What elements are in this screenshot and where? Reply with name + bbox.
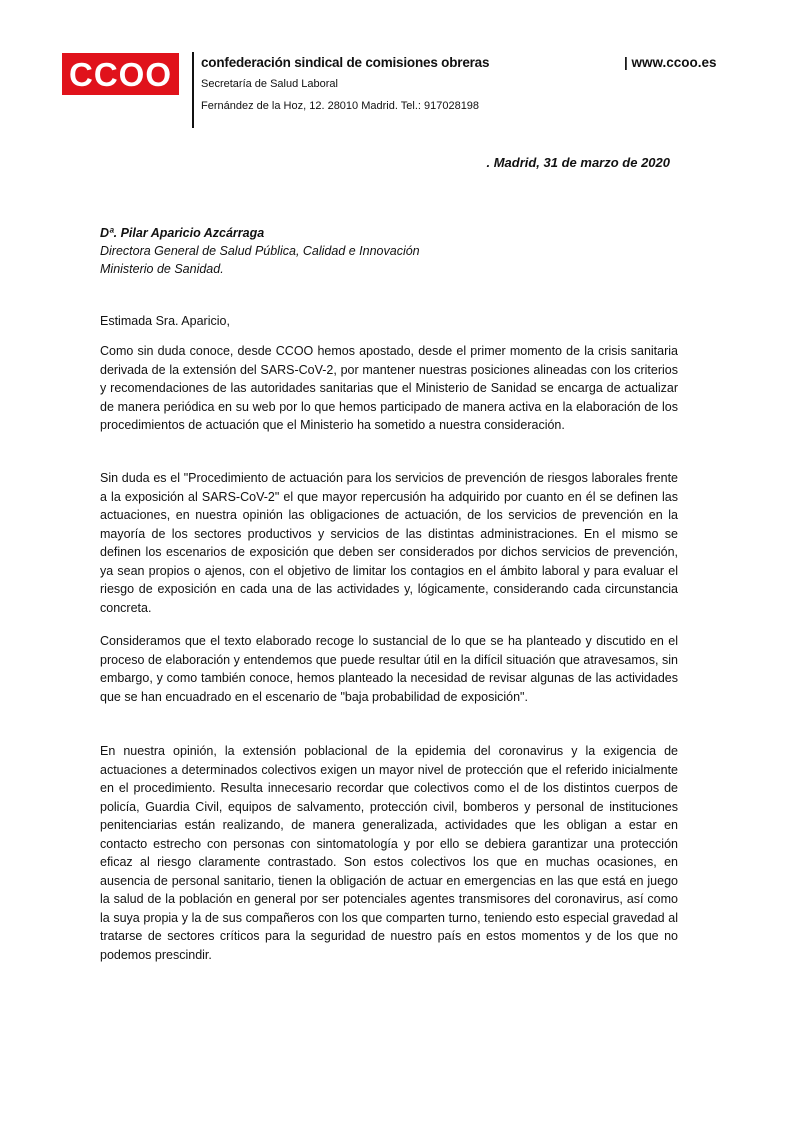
organization-name: confederación sindical de comisiones obreras	[201, 55, 490, 70]
recipient-title: Directora General de Salud Pública, Calidad e Innovación	[100, 244, 420, 258]
recipient-organization: Ministerio de Sanidad.	[100, 262, 224, 276]
department-name: Secretaría de Salud Laboral	[201, 78, 338, 90]
paragraph-text: Como sin duda conoce, desde CCOO hemos apostado, desde el primer momento de la crisis sanitaria derivada de la extensión del SARS-CoV-2, por mantener nuestras posiciones alineadas con los criterios y recomendaciones de las autoridades sanitarias que el Ministerio de Sanidad se encarga de actualizar de manera periódica en su web por lo que hemos participado de manera activa en la elaboración de los procedimientos de actuación que el Ministerio ha sometido a nuestra consideración.	[100, 344, 678, 432]
paragraph-text: Sin duda es el "Procedimiento de actuación para los servicios de prevención de riesgos laborales frente a la exposición al SARS-CoV-2" el que mayor repercusión ha adquirido por cuanto en él se definen las actuaciones, en nuestra opinión las obligaciones de actuación, de los servicios de prevención en la mayoría de los sectores productivos y servicios de las distintas administraciones. En el mismo se definen los escenarios de exposición que deben ser considerados por dichos servicios de prevención, ya sean propios o ajenos, con el objetivo de limitar los contagios en el ámbito laboral y para evaluar el riesgo de exposición en cada una de las actividades y, lógicamente, considerando cada circunstancia concreta.	[100, 471, 678, 615]
paragraph-text: Consideramos que el texto elaborado recoge lo sustancial de lo que se ha planteado y discutido en el proceso de elaboración y entendemos que puede resultar útil en la difícil situación que atravesamos, sin embargo, y como también conoce, hemos planteado la necesidad de revisar algunas de las actividades que se han encuadrado en el escenario de "baja probabilidad de exposición".	[100, 634, 678, 704]
organization-block	[201, 55, 489, 112]
header-divider	[192, 52, 194, 128]
website-link[interactable]: | www.ccoo.es	[624, 55, 717, 70]
organization-address: Fernández de la Hoz, 12. 28010 Madrid. Tel.: 917028198	[201, 100, 480, 112]
paragraph-text: En nuestra opinión, la extensión poblacional de la epidemia del coronavirus y la exigencia de actuaciones a determinados colectivos exigen un mayor nivel de protección que el referido inicialmente en el procedimiento. Resulta innecesario recordar que colectivos como el de los distintos cuerpos de policía, Guardia Civil, equipos de salvamento, protección civil, bomberos y personal de instituciones penitenciarias están realizando, de manera generalizada, actividades que les obligan a estar en contacto estrecho con personas con sintomatología y por ello se debiera garantizar una protección eficaz al riesgo claramente contrastado. Son estos colectivos los que en muchas ocasiones, en ausencia de personal sanitario, tienen la obligación de actuar en emergencias en las que está en juego la salud de la población en general por ser potenciales agentes transmisores del coronavirus, así como la suya propia y la de sus compañeros con los que comparten turno, teniendo esto especial gravedad al tratarse de sectores críticos para la seguridad de nuestro país en estos momentos y de los que no podemos prescindir.	[100, 744, 678, 962]
salutation: Estimada Sra. Aparicio,	[100, 314, 230, 328]
body-paragraph	[100, 632, 678, 706]
logo-text: CCOO	[69, 55, 172, 93]
recipient-name: Dª. Pilar Aparicio Azcárraga	[100, 226, 265, 240]
body-paragraph	[100, 469, 678, 617]
body-paragraph	[100, 342, 678, 435]
recipient-block	[100, 224, 420, 278]
ccoo-logo	[62, 53, 179, 95]
body-paragraph	[100, 742, 678, 964]
letter-date: . Madrid, 31 de marzo de 2020	[486, 155, 670, 170]
